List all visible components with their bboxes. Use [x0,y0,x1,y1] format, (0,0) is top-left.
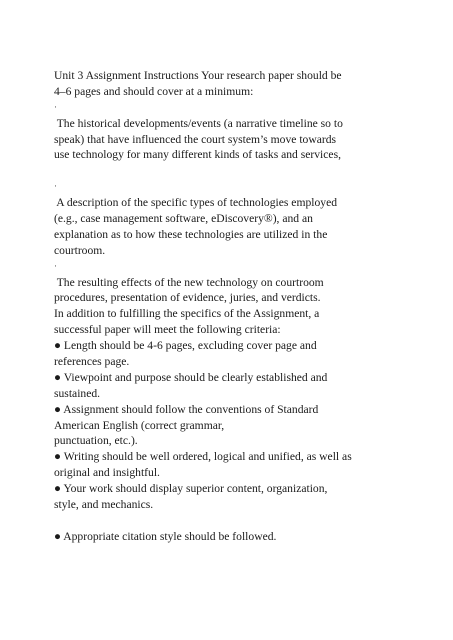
text-line: references page. [54,355,130,369]
text-line: successful paper will meet the following criteria: [54,323,281,337]
criteria-item: ● Appropriate citation style should be followed. [54,529,277,543]
text-line: original and insightful. [54,466,160,480]
blank-line [54,513,434,529]
text-line: (e.g., case management software, eDiscovery®), and an [54,212,313,226]
text-line: explanation as to how these technologies are utilized in the [54,227,328,241]
text-line: use technology for many different kinds of tasks and services, [54,148,341,162]
text-line: punctuation, etc.). [54,434,138,448]
document-body [54,68,434,545]
text-line: style, and mechanics. [54,498,154,512]
text-line: 4–6 pages and should cover at a minimum: [54,84,254,98]
bullet-dot: · [54,260,57,271]
criteria-item: ● Assignment should follow the conventions of Standard [54,402,319,416]
bullet-dot: · [54,101,57,112]
text-line: courtroom. [54,243,106,257]
text-line: A description of the specific types of technologies employed [54,196,338,210]
criteria-item: ● Your work should display superior content, organization, [54,482,328,496]
text-line: The resulting effects of the new technology on courtroom [54,275,324,289]
bullet-dot: · [54,181,57,192]
text-line: sustained. [54,386,101,400]
text-line: American English (correct grammar, [54,418,225,432]
text-line: procedures, presentation of evidence, juries, and verdicts. [54,291,321,305]
text-line: In addition to fulfilling the specifics of the Assignment, a [54,307,320,321]
text-line: speak) that have influenced the court system’s move towards [54,132,337,146]
criteria-item: ● Length should be 4-6 pages, excluding cover page and [54,339,317,353]
criteria-item: ● Writing should be well ordered, logical and unified, as well as [54,450,352,464]
text-line: Unit 3 Assignment Instructions Your research paper should be [54,69,342,82]
text-line: The historical developments/events (a narrative timeline so to [54,116,343,130]
criteria-item: ● Viewpoint and purpose should be clearly established and [54,370,328,384]
blank-line [54,163,434,179]
